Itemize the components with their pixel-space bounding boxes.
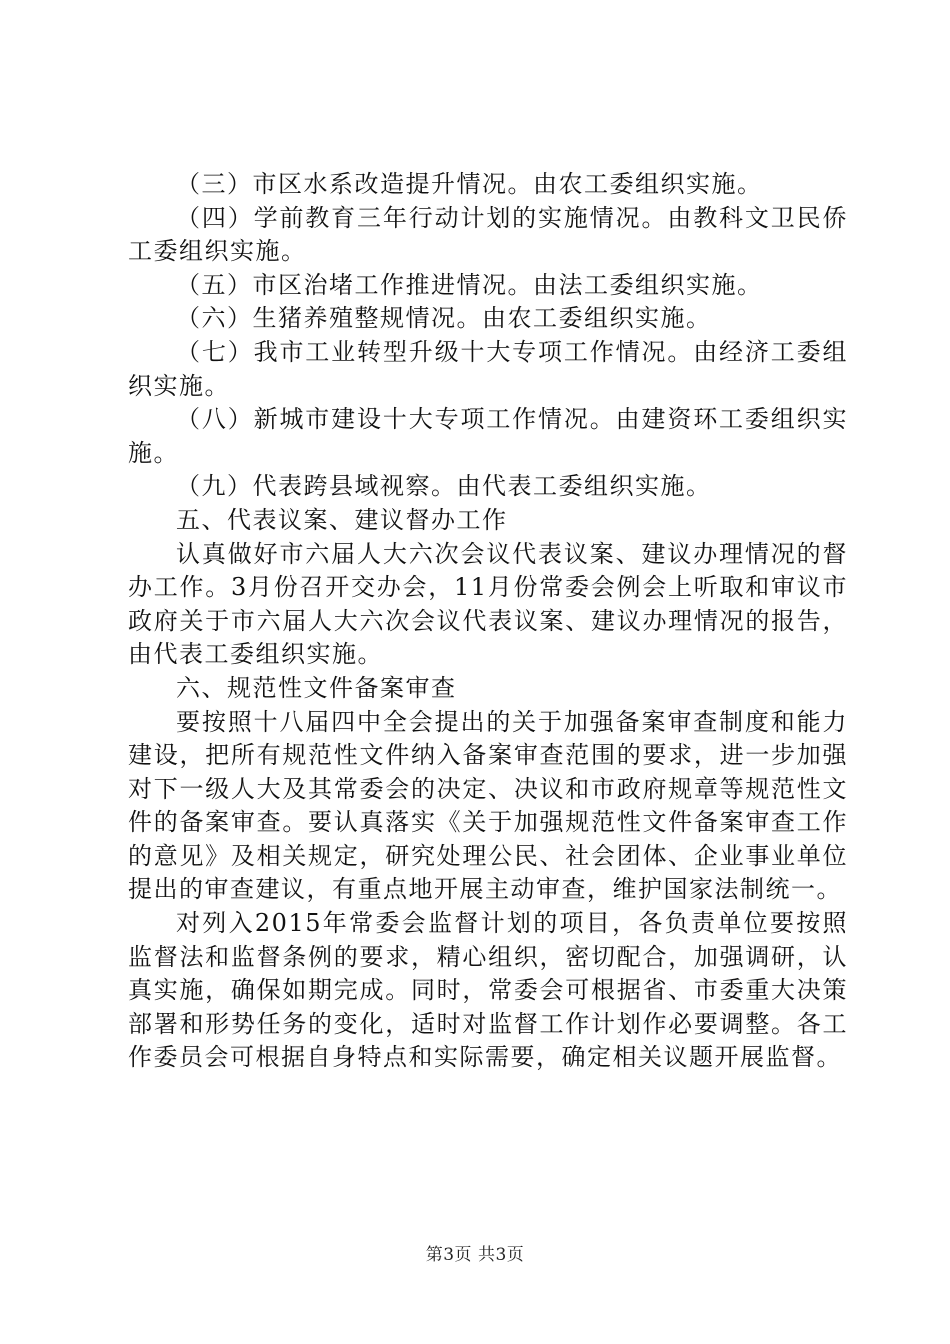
paragraph-item-7: （七）我市工业转型升级十大专项工作情况。由经济工委组织实施。 (128, 337, 848, 400)
paragraph-filing-review: 要按照十八届四中全会提出的关于加强备案审查制度和能力建设，把所有规范性文件纳入备案审查范围的要求，进一步加强对下一级人大及其常委会的决定、决议和市政府规章等规范性文件的备案审查。要认真落实《关于加强规范性文件备案审查工作的意见》及相关规定，研究处理公民、社会团体、企业事业单位提出的审查建议，有重点地开展主动审查，维护国家法制统一。 (128, 707, 848, 904)
section-heading-5: 五、代表议案、建议督办工作 (176, 505, 508, 534)
paragraph-item-6: （六）生猪养殖整规情况。由农工委组织实施。 (176, 304, 712, 333)
paragraph-item-3: （三）市区水系改造提升情况。由农工委组织实施。 (176, 170, 763, 198)
section-heading-6: 六、规范性文件备案审查 (176, 673, 457, 702)
paragraph-item-9: （九）代表跨县域视察。由代表工委组织实施。 (176, 472, 712, 501)
paragraph-item-5: （五）市区治堵工作推进情况。由法工委组织实施。 (176, 270, 763, 299)
paragraph-conclusion: 对列入2015年常委会监督计划的项目，各负责单位要按照监督法和监督条例的要求，精心组织，密切配合，加强调研，认真实施，确保如期完成。同时，常委会可根据省、市委重大决策部署和形势任务的变化，适时对监督工作计划作必要调整。各工作委员会可根据自身特点和实际需要，确定相关议题开展监督。 (128, 909, 848, 1072)
paragraph-proposals: 认真做好市六届人大六次会议代表议案、建议办理情况的督办工作。3月份召开交办会，11月份常委会例会上听取和审议市政府关于市六届人大六次会议代表议案、建议办理情况的报告，由代表工委组织实施。 (128, 539, 848, 669)
page-number-footer: 第3页 共3页 (425, 1245, 525, 1265)
paragraph-item-8: （八）新城市建设十大专项工作情况。由建资环工委组织实施。 (128, 405, 848, 467)
document-body (128, 168, 848, 1075)
paragraph-item-4: （四）学前教育三年行动计划的实施情况。由教科文卫民侨工委组织实施。 (128, 203, 848, 266)
